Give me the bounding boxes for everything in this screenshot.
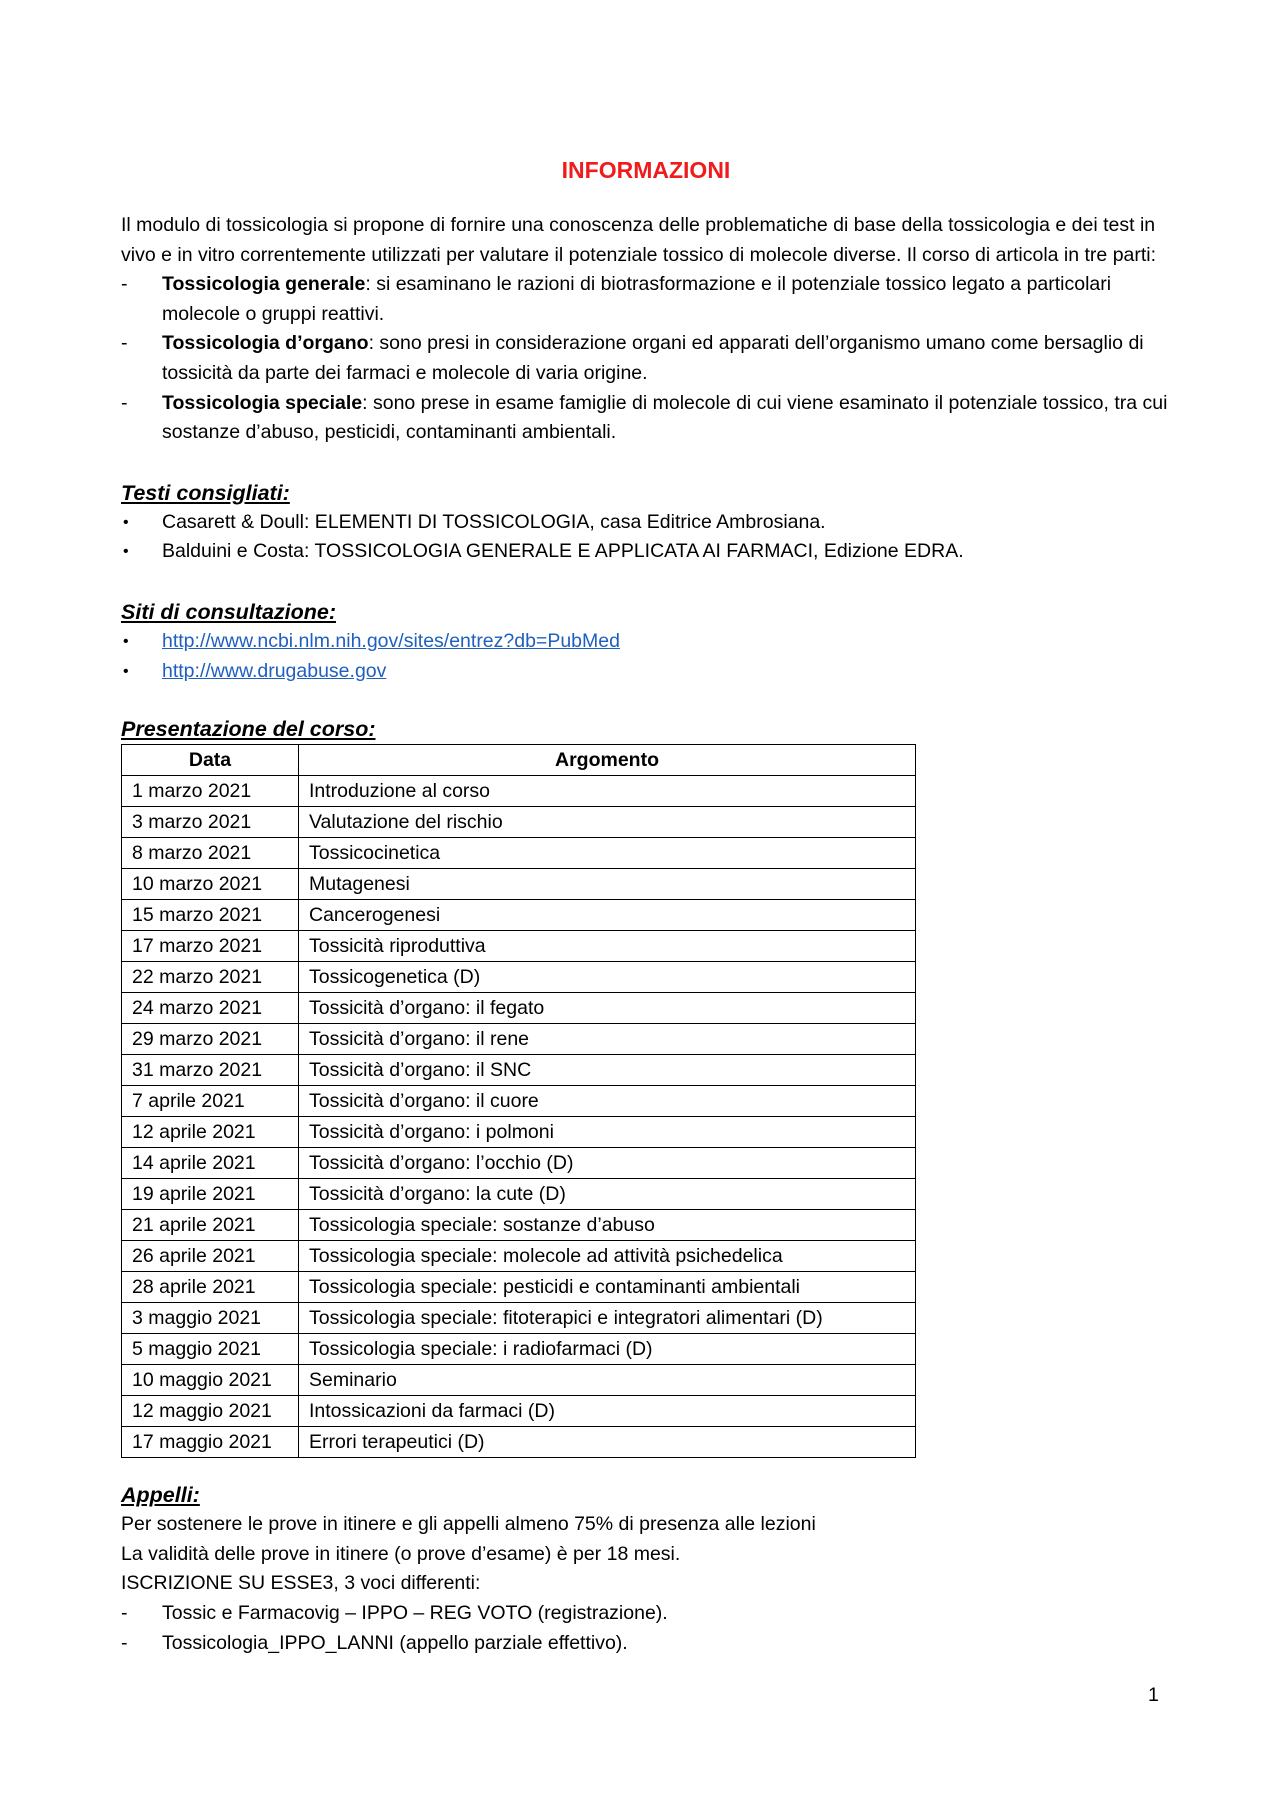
table-header-row xyxy=(122,745,916,776)
cell-topic: Errori terapeutici (D) xyxy=(299,1427,916,1458)
intro-paragraph: Il modulo di tossicologia si propone di fornire una conoscenza delle problematiche di base della tossicologia e dei test in vivo e in vitro correntemente utilizzati per valutare il potenziale tossico di molecole diverse. Il corso di articola in tre parti: xyxy=(121,214,1157,266)
cell-date: 28 aprile 2021 xyxy=(122,1272,299,1303)
list-item xyxy=(121,657,1171,687)
page-number: 1 xyxy=(1148,1684,1159,1706)
part-term: Tossicologia d’organo xyxy=(162,332,369,355)
table-row xyxy=(122,807,916,838)
exams-line: La validità delle prove in itinere (o prove d’esame) è per 18 mesi. xyxy=(121,1542,681,1565)
cell-date: 5 maggio 2021 xyxy=(122,1334,299,1365)
table-row xyxy=(122,869,916,900)
dash-marker: - xyxy=(121,391,128,414)
cell-topic: Tossicologia speciale: molecole ad attività psichedelica xyxy=(299,1241,916,1272)
bullet-marker: • xyxy=(123,513,129,531)
table-row xyxy=(122,838,916,869)
cell-topic: Seminario xyxy=(299,1365,916,1396)
cell-date: 22 marzo 2021 xyxy=(122,962,299,993)
schedule-table xyxy=(121,744,916,1458)
cell-topic: Tossicità d’organo: il rene xyxy=(299,1024,916,1055)
column-header-date: Data xyxy=(122,745,299,776)
page-title: INFORMAZIONI xyxy=(561,157,731,183)
table-row xyxy=(122,1055,916,1086)
table-row xyxy=(122,1334,916,1365)
cell-date: 12 aprile 2021 xyxy=(122,1117,299,1148)
table-row xyxy=(122,931,916,962)
cell-topic: Tossicità d’organo: la cute (D) xyxy=(299,1179,916,1210)
bullet-marker: • xyxy=(123,543,129,561)
cell-topic: Tossicologia speciale: i radiofarmaci (D) xyxy=(299,1334,916,1365)
exam-entry: Tossic e Farmacovig – IPPO – REG VOTO (registrazione). xyxy=(162,1601,668,1624)
table-row xyxy=(122,1396,916,1427)
bullet-marker: • xyxy=(123,632,129,650)
list-item xyxy=(121,627,1171,657)
cell-date: 15 marzo 2021 xyxy=(122,900,299,931)
cell-topic: Tossicocinetica xyxy=(299,838,916,869)
exams-list xyxy=(121,1599,1171,1658)
part-text: : sono presi in considerazione organi ed apparati dell’organismo umano come bersaglio di tossicità da parte dei farmaci e molecole di varia origine. xyxy=(162,332,1144,384)
list-item xyxy=(121,389,1171,448)
exams-line: Per sostenere le prove in itinere e gli appelli almeno 75% di presenza alle lezioni xyxy=(121,1513,816,1536)
list-item xyxy=(121,270,1171,329)
list-item xyxy=(121,508,1171,538)
cell-topic: Tossicologia speciale: fitoterapici e integratori alimentari (D) xyxy=(299,1303,916,1334)
cell-date: 26 aprile 2021 xyxy=(122,1241,299,1272)
cell-topic: Tossicità d’organo: il fegato xyxy=(299,993,916,1024)
list-item xyxy=(121,329,1171,388)
list-item xyxy=(121,537,1171,567)
cell-topic: Valutazione del rischio xyxy=(299,807,916,838)
cell-date: 7 aprile 2021 xyxy=(122,1086,299,1117)
book-entry: Balduini e Costa: TOSSICOLOGIA GENERALE E APPLICATA AI FARMACI, Edizione EDRA. xyxy=(162,540,964,563)
exams-line: ISCRIZIONE SU ESSE3, 3 voci differenti: xyxy=(121,1572,481,1595)
drugabuse-link[interactable]: http://www.drugabuse.gov xyxy=(162,659,387,682)
table-row xyxy=(122,1303,916,1334)
cell-date: 8 marzo 2021 xyxy=(122,838,299,869)
cell-date: 19 aprile 2021 xyxy=(122,1179,299,1210)
part-term: Tossicologia generale xyxy=(162,273,366,296)
cell-topic: Mutagenesi xyxy=(299,869,916,900)
cell-topic: Cancerogenesi xyxy=(299,900,916,931)
table-row xyxy=(122,1117,916,1148)
course-parts-list xyxy=(121,270,1171,448)
table-row xyxy=(122,993,916,1024)
exams-heading: Appelli: xyxy=(121,1483,200,1508)
table-row xyxy=(122,1179,916,1210)
exam-entry: Tossicologia_IPPO_LANNI (appello parziale effettivo). xyxy=(162,1631,628,1654)
table-row xyxy=(122,776,916,807)
dash-marker: - xyxy=(121,273,128,296)
cell-date: 21 aprile 2021 xyxy=(122,1210,299,1241)
dash-marker: - xyxy=(121,1601,128,1624)
sites-list xyxy=(121,627,1171,686)
pubmed-link[interactable]: http://www.ncbi.nlm.nih.gov/sites/entrez?db=PubMed xyxy=(162,629,620,652)
cell-topic: Tossicità d’organo: il cuore xyxy=(299,1086,916,1117)
books-heading: Testi consigliati: xyxy=(121,480,290,505)
sites-heading: Siti di consultazione: xyxy=(121,599,337,624)
table-row xyxy=(122,1086,916,1117)
cell-date: 31 marzo 2021 xyxy=(122,1055,299,1086)
cell-topic: Introduzione al corso xyxy=(299,776,916,807)
part-term: Tossicologia speciale xyxy=(162,391,363,414)
cell-topic: Intossicazioni da farmaci (D) xyxy=(299,1396,916,1427)
column-header-topic: Argomento xyxy=(299,745,916,776)
cell-topic: Tossicogenetica (D) xyxy=(299,962,916,993)
cell-topic: Tossicità riproduttiva xyxy=(299,931,916,962)
cell-date: 17 maggio 2021 xyxy=(122,1427,299,1458)
part-text: : si esaminano le razioni di biotrasformazione e il potenziale tossico legato a particolari molecole o gruppi reattivi. xyxy=(162,273,1112,325)
table-row xyxy=(122,1148,916,1179)
cell-date: 3 maggio 2021 xyxy=(122,1303,299,1334)
cell-date: 3 marzo 2021 xyxy=(122,807,299,838)
table-row xyxy=(122,1210,916,1241)
cell-date: 24 marzo 2021 xyxy=(122,993,299,1024)
cell-date: 29 marzo 2021 xyxy=(122,1024,299,1055)
book-entry: Casarett & Doull: ELEMENTI DI TOSSICOLOGIA, casa Editrice Ambrosiana. xyxy=(162,510,826,533)
table-row xyxy=(122,1272,916,1303)
cell-topic: Tossicità d’organo: il SNC xyxy=(299,1055,916,1086)
cell-topic: Tossicità d’organo: i polmoni xyxy=(299,1117,916,1148)
cell-topic: Tossicologia speciale: sostanze d’abuso xyxy=(299,1210,916,1241)
part-text: : sono prese in esame famiglie di molecole di cui viene esaminato il potenziale tossico, tra cui sostanze d’abuso, pesticidi, contaminanti ambientali. xyxy=(162,391,1168,444)
cell-topic: Tossicologia speciale: pesticidi e contaminanti ambientali xyxy=(299,1272,916,1303)
table-row xyxy=(122,900,916,931)
page-content xyxy=(121,155,1171,1658)
dash-marker: - xyxy=(121,332,128,355)
list-item xyxy=(121,1629,1171,1659)
table-row xyxy=(122,1024,916,1055)
list-item xyxy=(121,1599,1171,1629)
schedule-heading: Presentazione del corso: xyxy=(121,717,376,742)
cell-date: 14 aprile 2021 xyxy=(122,1148,299,1179)
cell-date: 10 marzo 2021 xyxy=(122,869,299,900)
table-row xyxy=(122,1241,916,1272)
cell-date: 10 maggio 2021 xyxy=(122,1365,299,1396)
table-row xyxy=(122,962,916,993)
books-list xyxy=(121,508,1171,567)
cell-date: 1 marzo 2021 xyxy=(122,776,299,807)
cell-date: 17 marzo 2021 xyxy=(122,931,299,962)
table-row xyxy=(122,1427,916,1458)
cell-topic: Tossicità d’organo: l’occhio (D) xyxy=(299,1148,916,1179)
dash-marker: - xyxy=(121,1631,128,1654)
bullet-marker: • xyxy=(123,662,129,680)
table-row xyxy=(122,1365,916,1396)
cell-date: 12 maggio 2021 xyxy=(122,1396,299,1427)
